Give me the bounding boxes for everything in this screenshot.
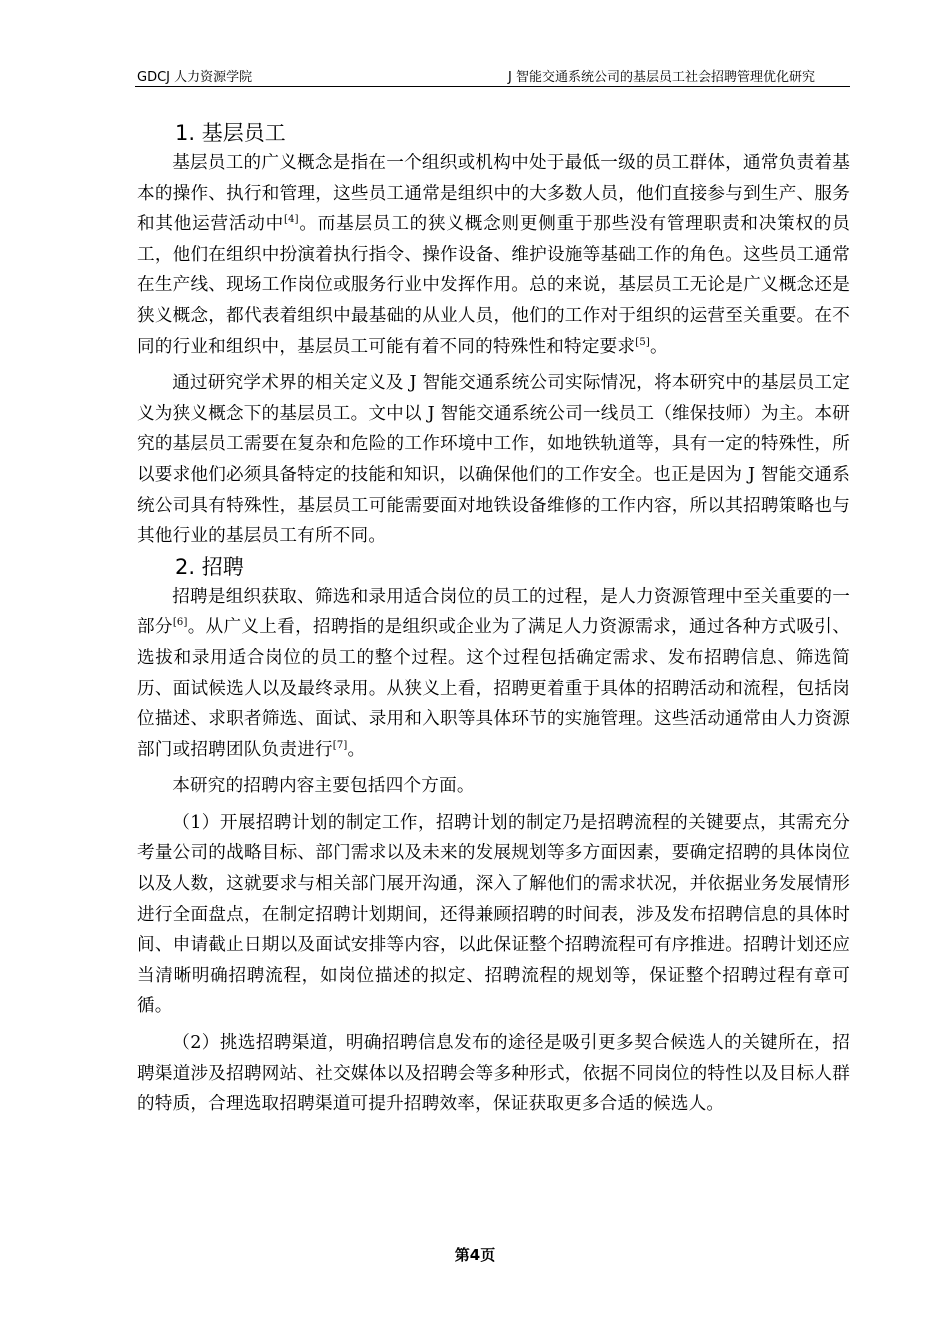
- paragraph: （1）开展招聘计划的制定工作，招聘计划的制定乃是招聘流程的关键要点，其需充分考量公司的战略目标、部门需求以及未来的发展规划等多方面因素，要确定招聘的具体岗位以及人数，这就要求与相关部门展开沟通，深入了解他们的需求状况，并依据业务发展情形进行全面盘点，在制定招聘计划期间，还得兼顾招聘的时间表，涉及发布招聘信息的具体时间、申请截止日期以及面试安排等内容，以此保证整个招聘流程可有序推进。招聘计划还应当清晰明确招聘流程，如岗位描述的拟定、招聘流程的规划等，保证整个招聘过程有章可循。: [137, 812, 850, 1017]
- header-institution: GDCJ 人力资源学院: [137, 70, 253, 85]
- paragraph: 本研究的招聘内容主要包括四个方面。: [172, 776, 475, 797]
- citation: [5]: [635, 336, 650, 348]
- paragraph: （2）挑选招聘渠道，明确招聘信息发布的途径是吸引更多契合候选人的关键所在，招聘渠道涉及招聘网站、社交媒体以及招聘会等多种形式，依据不同岗位的特性以及目标人群的特质，合理选取招聘渠道可提升招聘效率，保证获取更多合适的候选人。: [137, 1033, 850, 1115]
- section-title-recruitment: 2. 招聘: [175, 554, 244, 579]
- section-title-basic-staff: 1. 基层员工: [175, 121, 286, 145]
- citation: [4]: [284, 214, 299, 226]
- header-thesis-title: J 智能交通系统公司的基层员工社会招聘管理优化研究: [508, 70, 815, 85]
- citation: [7]: [332, 739, 348, 751]
- citation: [6]: [172, 617, 188, 629]
- paragraph: 基层员工的广义概念是指在一个组织或机构中处于最低一级的员工群体，通常负责着基本的操作、执行和管理，这些员工通常是组织中的大多数人员，他们直接参与到生产、服务和其他运营活动中[4]。而基层员工的狭义概念则更侧重于那些没有管理职责和决策权的员工，他们在组织中扮演着执行指令、操作设备、维护设施等基础工作的角色。这些员工通常在生产线、现场工作岗位或服务行业中发挥作用。总的来说，基层员工无论是广义概念还是狭义概念，都代表着组织中最基础的从业人员，他们的工作对于组织的运营至关重要。在不同的行业和组织中，基层员工可能有着不同的特殊性和特定要求[5]。: [137, 153, 850, 357]
- page-content: [137, 118, 850, 1120]
- paragraph: 通过研究学术界的相关定义及 J 智能交通系统公司实际情况，将本研究中的基层员工定义为狭义概念下的基层员工。文中以 J 智能交通系统公司一线员工（维保技师）为主。本研究的基层员工需要在复杂和危险的工作环境中工作，如地铁轨道等，具有一定的特殊性，所以要求他们必须具备特定的技能和知识，以确保他们的工作安全。也正是因为 J 智能交通系统公司具有特殊性，基层员工可能需要面对地铁设备维修的工作内容，所以其招聘策略也与其他行业的基层员工有所不同。: [137, 373, 850, 547]
- page-number: 第4页: [454, 1246, 496, 1264]
- page-header: [135, 60, 850, 87]
- paragraph: 招聘是组织获取、筛选和录用适合岗位的员工的过程，是人力资源管理中至关重要的一部分[6]。从广义上看，招聘指的是组织或企业为了满足人力资源需求，通过各种方式吸引、选拔和录用适合岗位的员工的整个过程。这个过程包括确定需求、发布招聘信息、筛选简历、面试候选人以及最终录用。从狭义上看，招聘更着重于具体的招聘活动和流程，包括岗位描述、求职者筛选、面试、录用和入职等具体环节的实施管理。这些活动通常由人力资源部门或招聘团队负责进行[7]。: [137, 586, 850, 760]
